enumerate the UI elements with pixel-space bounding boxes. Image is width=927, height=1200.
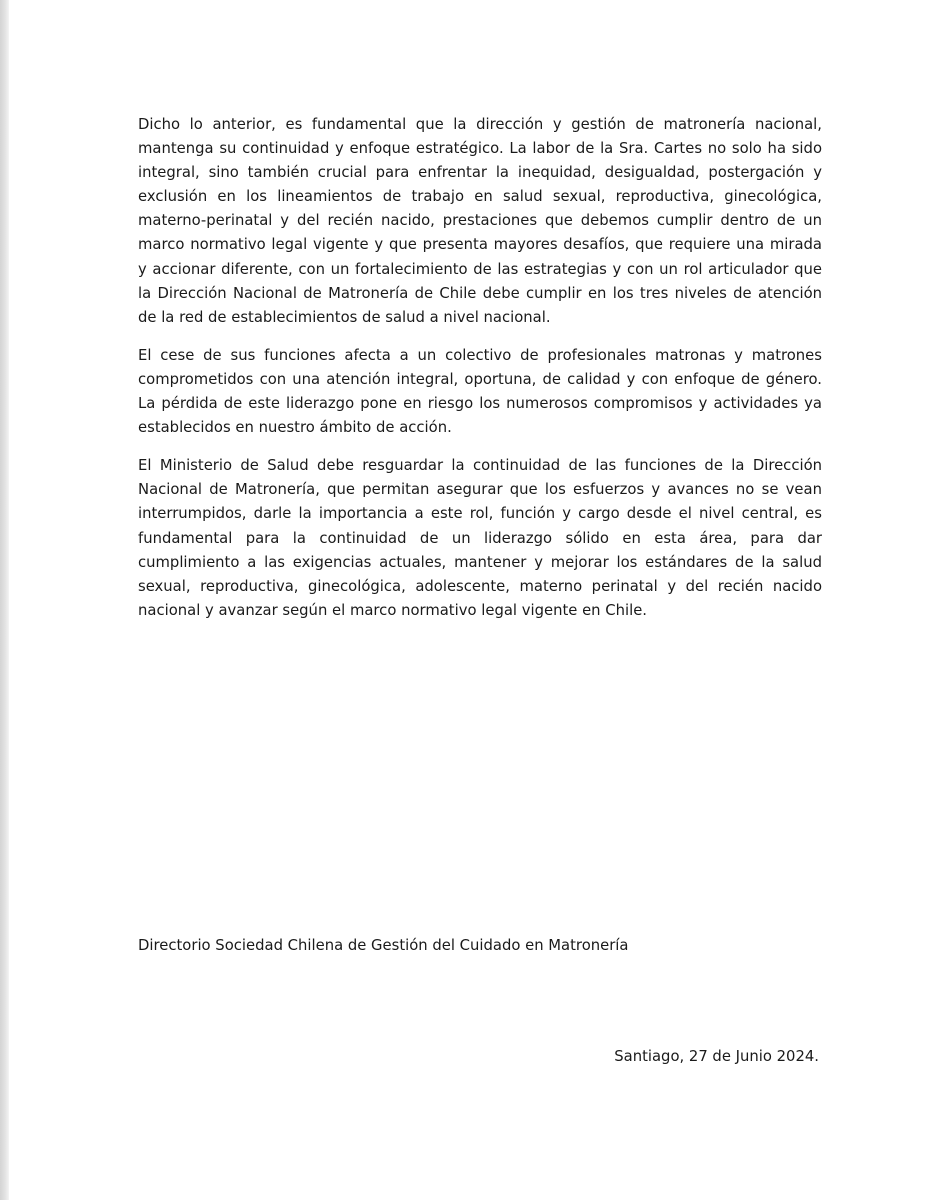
- paragraph-ministry: El Ministerio de Salud debe resguardar la continuidad de las funciones de la Dirección Nacional de Matronería, que permitan asegurar que los esfuerzos y avances no se vean interrumpidos, darle la importancia a este rol, función y cargo desde el nivel central, es fundamental para la continuidad de un liderazgo sólido en esta área, para dar cumplimiento a las exigencias actuales, mantener y mejorar los estándares de la salud sexual, reproductiva, ginecológica, adolescente, materno perinatal y del recién nacido nacional y avanzar según el marco normativo legal vigente en Chile.: [138, 457, 822, 619]
- date-line: Santiago, 27 de Junio 2024.: [614, 1048, 819, 1065]
- page-edge-shadow: [0, 0, 9, 1200]
- paragraph-cessation: El cese de sus funciones afecta a un colectivo de profesionales matronas y matrones comprometidos con una atención integral, oportuna, de calidad y con enfoque de género. La pérdida de este liderazgo pone en riesgo los numerosos compromisos y actividades ya establecidos en nuestro ámbito de acción.: [138, 346, 822, 437]
- paragraph-continuity: Dicho lo anterior, es fundamental que la dirección y gestión de matronería nacional, mantenga su continuidad y enfoque estratégico. La labor de la Sra. Cartes no solo ha sido integral, sino también crucial para enfrentar la inequidad, desigualdad, postergación y exclusión en los lineamientos de trabajo en salud sexual, reproductiva, ginecológica, materno-perinatal y del recién nacido, prestaciones que debemos cumplir dentro de un marco normativo legal vigente y que presenta mayores desafíos, que requiere una mirada y accionar diferente, con un fortalecimiento de las estrategias y con un rol articulador que la Dirección Nacional de Matronería de Chile debe cumplir en los tres niveles de atención de la red de establecimientos de salud a nivel nacional.: [138, 116, 822, 326]
- letter-body: [138, 113, 822, 637]
- document-page: [9, 0, 927, 1200]
- signature-line: Directorio Sociedad Chilena de Gestión del Cuidado en Matronería: [138, 937, 629, 954]
